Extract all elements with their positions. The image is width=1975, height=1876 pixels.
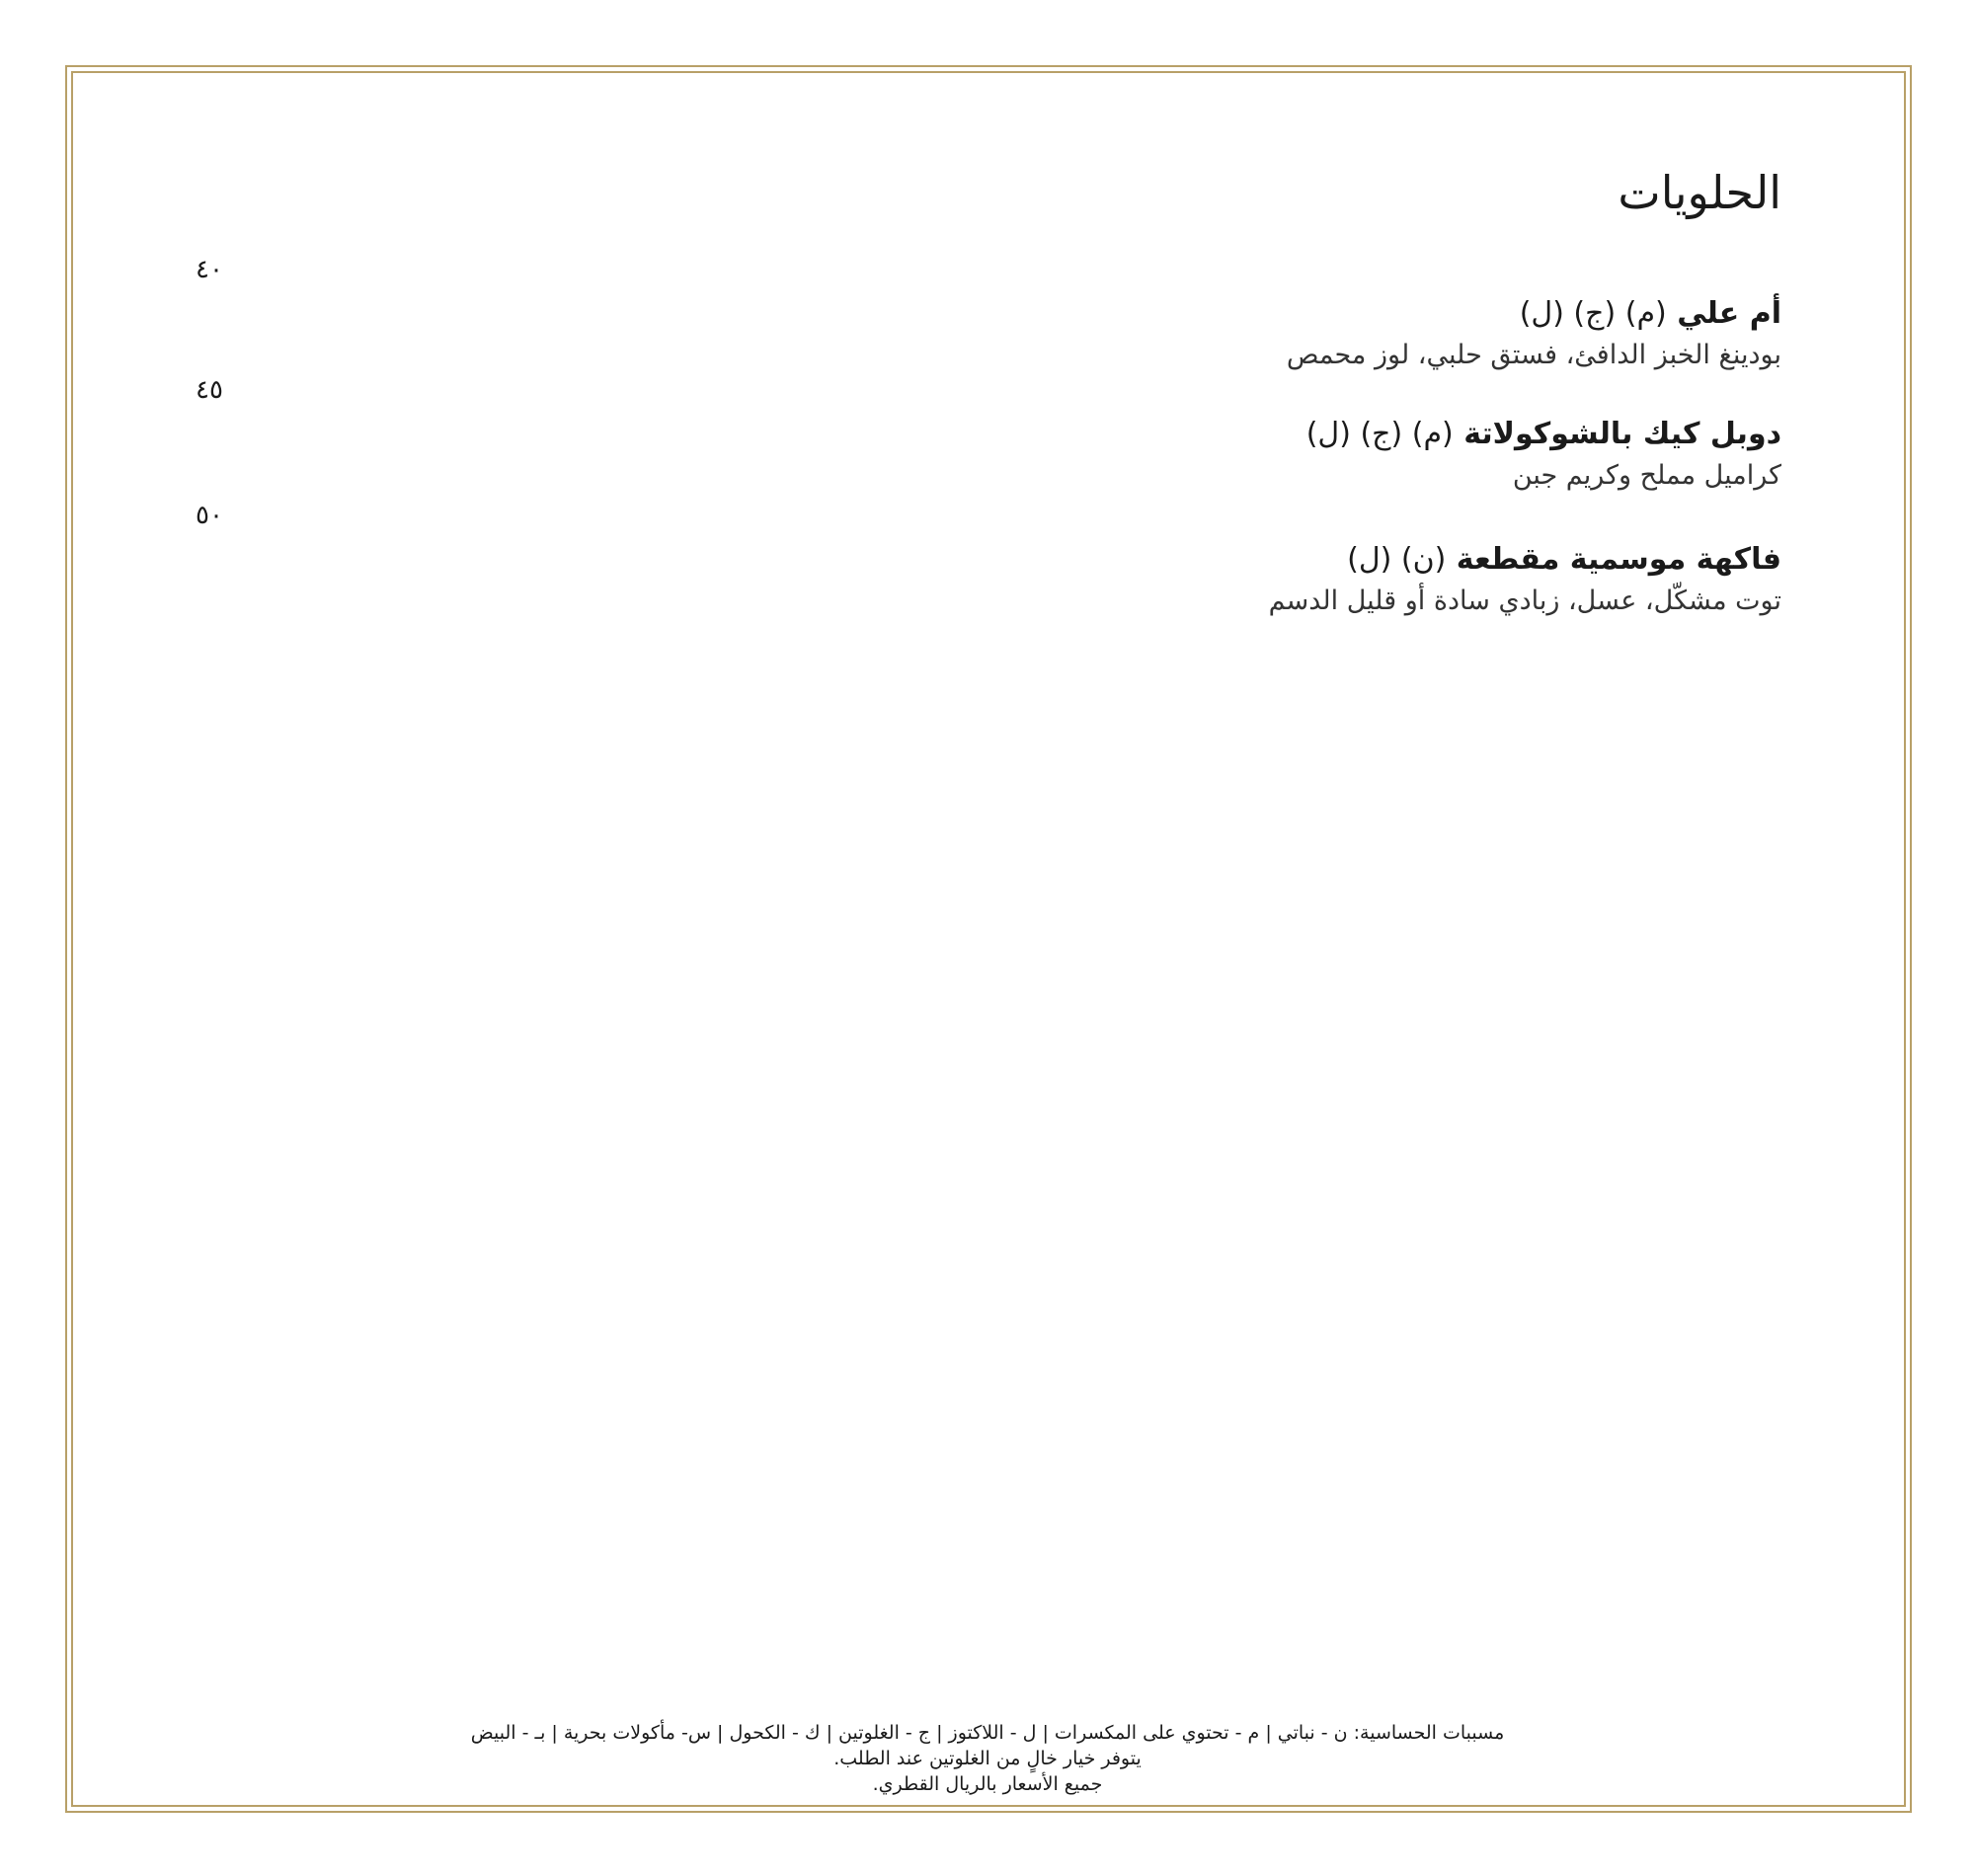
item-title: أم علي — [1677, 296, 1781, 331]
item-description: كراميل مملح وكريم جبن — [1512, 460, 1781, 491]
menu-item-chocolate-cake — [188, 375, 1781, 515]
item-price: ٥٠ — [196, 501, 223, 530]
item-price: ٤٠ — [196, 255, 223, 284]
menu-item-umm-ali — [188, 255, 1781, 395]
item-name — [1347, 542, 1781, 577]
footer-notes — [198, 1720, 1778, 1797]
allergen-legend: مسببات الحساسية: ن - نباتي | م - تحتوي على المكسرات | ل - اللاكتوز | ج - الغلوتين | ك - الكحول | س- مأكولات بحرية | بـ - البيض — [470, 1722, 1505, 1744]
currency-note: جميع الأسعار بالريال القطري. — [872, 1773, 1103, 1795]
item-title: دوبل كيك بالشوكولاتة — [1463, 417, 1781, 451]
menu-item-seasonal-fruit — [188, 501, 1781, 641]
item-name — [1520, 296, 1781, 331]
item-description: توت مشكّل، عسل، زبادي سادة أو قليل الدسم — [1268, 586, 1781, 616]
item-description: بودينغ الخبز الدافئ، فستق حلبي، لوز محمص — [1286, 340, 1781, 370]
item-title: فاكهة موسمية مقطعة — [1456, 542, 1781, 577]
page-title: الحلويات — [1618, 166, 1781, 219]
item-price: ٤٥ — [196, 375, 223, 405]
item-name — [1306, 417, 1781, 451]
item-allergen-tags: (م) (ج) (ل) — [1305, 417, 1454, 451]
item-allergen-tags: (م) (ج) (ل) — [1519, 296, 1667, 331]
item-allergen-tags: (ن) (ل) — [1347, 542, 1447, 577]
gluten-free-note: يتوفر خيار خالٍ من الغلوتين عند الطلب. — [833, 1748, 1142, 1769]
